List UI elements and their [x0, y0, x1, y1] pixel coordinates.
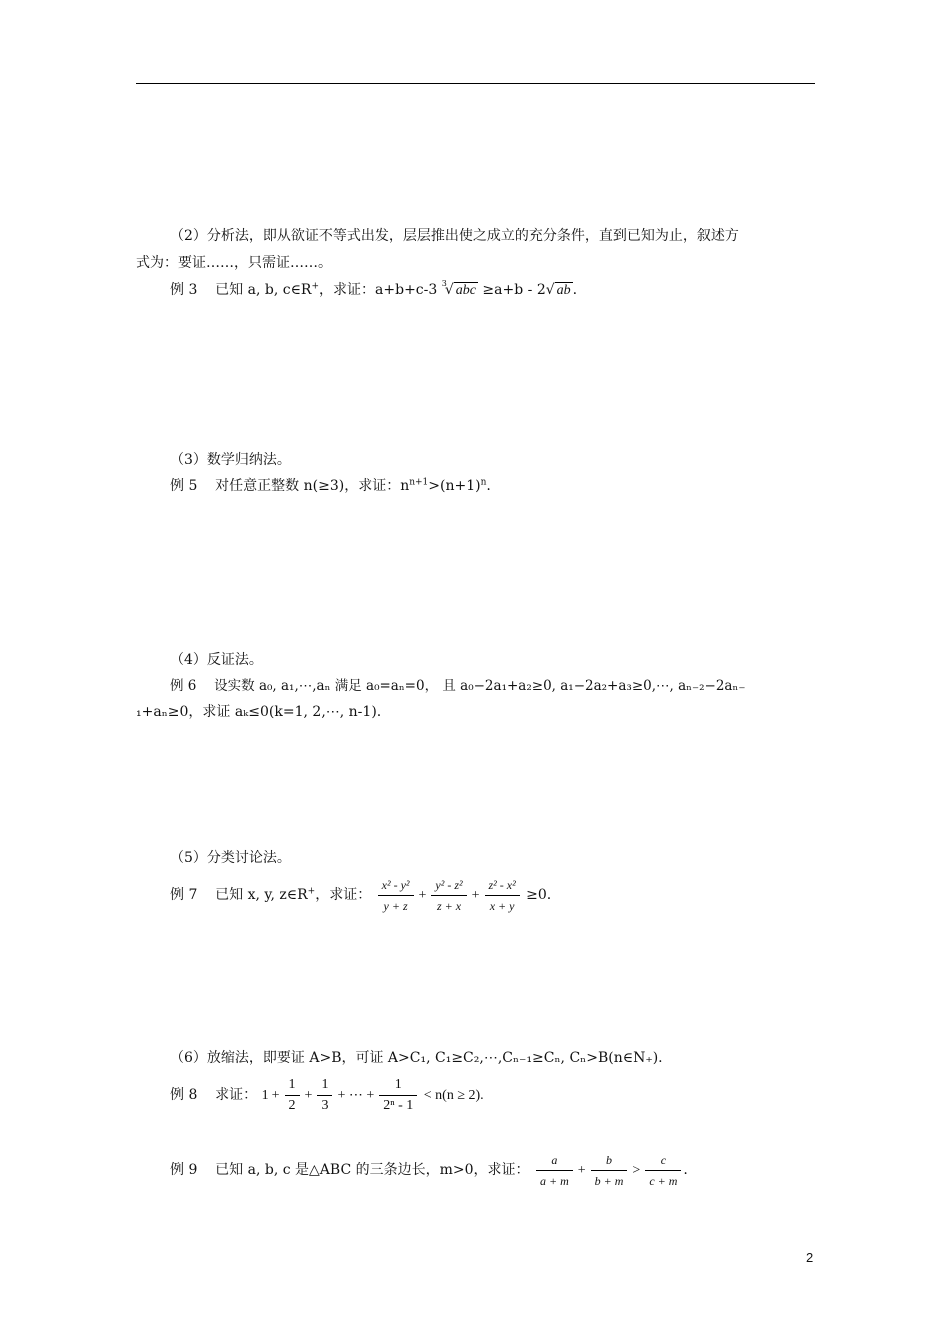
ex8-label: 例 8 [170, 1087, 198, 1103]
sec5-title: （5）分类讨论法。 [170, 850, 291, 866]
ex7-end: ≥0. [526, 887, 552, 903]
ex9-end: . [683, 1162, 688, 1178]
ex3-claim: ，求证：a+b+c-3 [319, 282, 438, 298]
ex9-plus: + [577, 1163, 586, 1178]
ex5-end: . [486, 478, 491, 494]
sec3-title: （3）数学归纳法。 [170, 452, 291, 468]
ex8-frac3: $\frac{1}{\text{2ⁿ - 1}}$ [379, 1077, 417, 1114]
ex3-label: 例 3 [170, 282, 198, 298]
example-5 [170, 476, 491, 496]
ex3-text: 已知 a, b, c∈R [215, 282, 312, 298]
ex8-claim: 求证： [215, 1087, 258, 1103]
ex7-plus1: + [418, 888, 427, 903]
example-8 [170, 1073, 484, 1118]
example-9 [170, 1148, 688, 1193]
ex7-frac2: $\frac{\text{y² - z²}}{z + x}$ [431, 877, 466, 914]
ex7-label: 例 7 [170, 887, 198, 903]
ex9-frac2: $\frac{b}{b + m}$ [591, 1152, 628, 1189]
ex8-frac2: $\frac{1}{3}$ [317, 1077, 332, 1114]
sec2-line2: 式为：要证……，只需证……。 [136, 255, 332, 271]
ex8-one: 1 [261, 1088, 269, 1103]
page-number: 2 [806, 1250, 814, 1265]
ex7-claim: ，求证： [315, 887, 372, 903]
ex5-label: 例 5 [170, 478, 198, 494]
ex9-text: 已知 a, b, c 是△ABC 的三条边长，m>0，求证： [215, 1162, 530, 1178]
ex7-sup: + [307, 886, 316, 897]
ex5-sup1: n+1 [409, 477, 429, 488]
ex3-mid: ≥a+b [482, 282, 524, 298]
ex5-text: 对任意正整数 n(≥3)，求证：n [215, 478, 410, 494]
ex6-line2: ₁+aₙ≥0，求证 aₖ≤0(k=1, 2,⋯, n-1). [136, 704, 382, 720]
ex9-frac1: $\frac{a}{a + m}$ [536, 1152, 573, 1189]
ex7-text: 已知 x, y, z∈R [215, 887, 308, 903]
ex8-plus1: + [271, 1088, 280, 1103]
ex9-frac3: $\frac{c}{c + m}$ [645, 1152, 681, 1189]
header-rule [136, 83, 815, 84]
ex3-minus: - 2 [527, 282, 546, 298]
ex9-label: 例 9 [170, 1162, 198, 1178]
ex8-end: < n(n ≥ 2). [423, 1088, 484, 1103]
ex7-frac3: $\frac{\text{z² - x²}}{x + y}$ [485, 877, 520, 914]
ex7-frac1: $\frac{\text{x² - y²}}{y + z}$ [378, 877, 414, 914]
ex8-frac1: $\frac{1}{2}$ [285, 1077, 300, 1114]
ex8-plus2: + [304, 1088, 313, 1103]
ex3-sqrt: √ ab [545, 282, 571, 298]
example-7 [170, 874, 551, 917]
sec6-title: （6）放缩法，即要证 A>B，可证 A>C₁, C₁≥C₂,⋯,Cₙ₋₁≥Cₙ, Cₙ>B(n∈N₊). [170, 1050, 663, 1066]
ex3-cuberoot: $^3$√ abc [441, 279, 476, 298]
ex3-end: . [572, 282, 578, 298]
ex7-plus2: + [471, 888, 480, 903]
ex5-sup2: n [480, 477, 487, 488]
ex6-line1: 例 6 设实数 a₀, a₁,⋯,aₙ 满足 a₀=aₙ=0， 且 a₀−2a₁+a₂≥0, a₁−2a₂+a₃≥0,⋯, aₙ₋₂−2aₙ₋ [170, 678, 746, 694]
sec2-line1: （2）分析法，即从欲证不等式出发，层层推出使之成立的充分条件，直到已知为止，叙述方 [170, 228, 739, 244]
ex8-dots: + ⋯ + [337, 1088, 375, 1103]
example-3 [170, 280, 577, 302]
ex3-sup: + [311, 281, 320, 292]
sec4-title: （4）反证法。 [170, 652, 263, 668]
ex9-gt: > [632, 1163, 641, 1178]
ex5-mid: >(n+1) [428, 478, 481, 494]
